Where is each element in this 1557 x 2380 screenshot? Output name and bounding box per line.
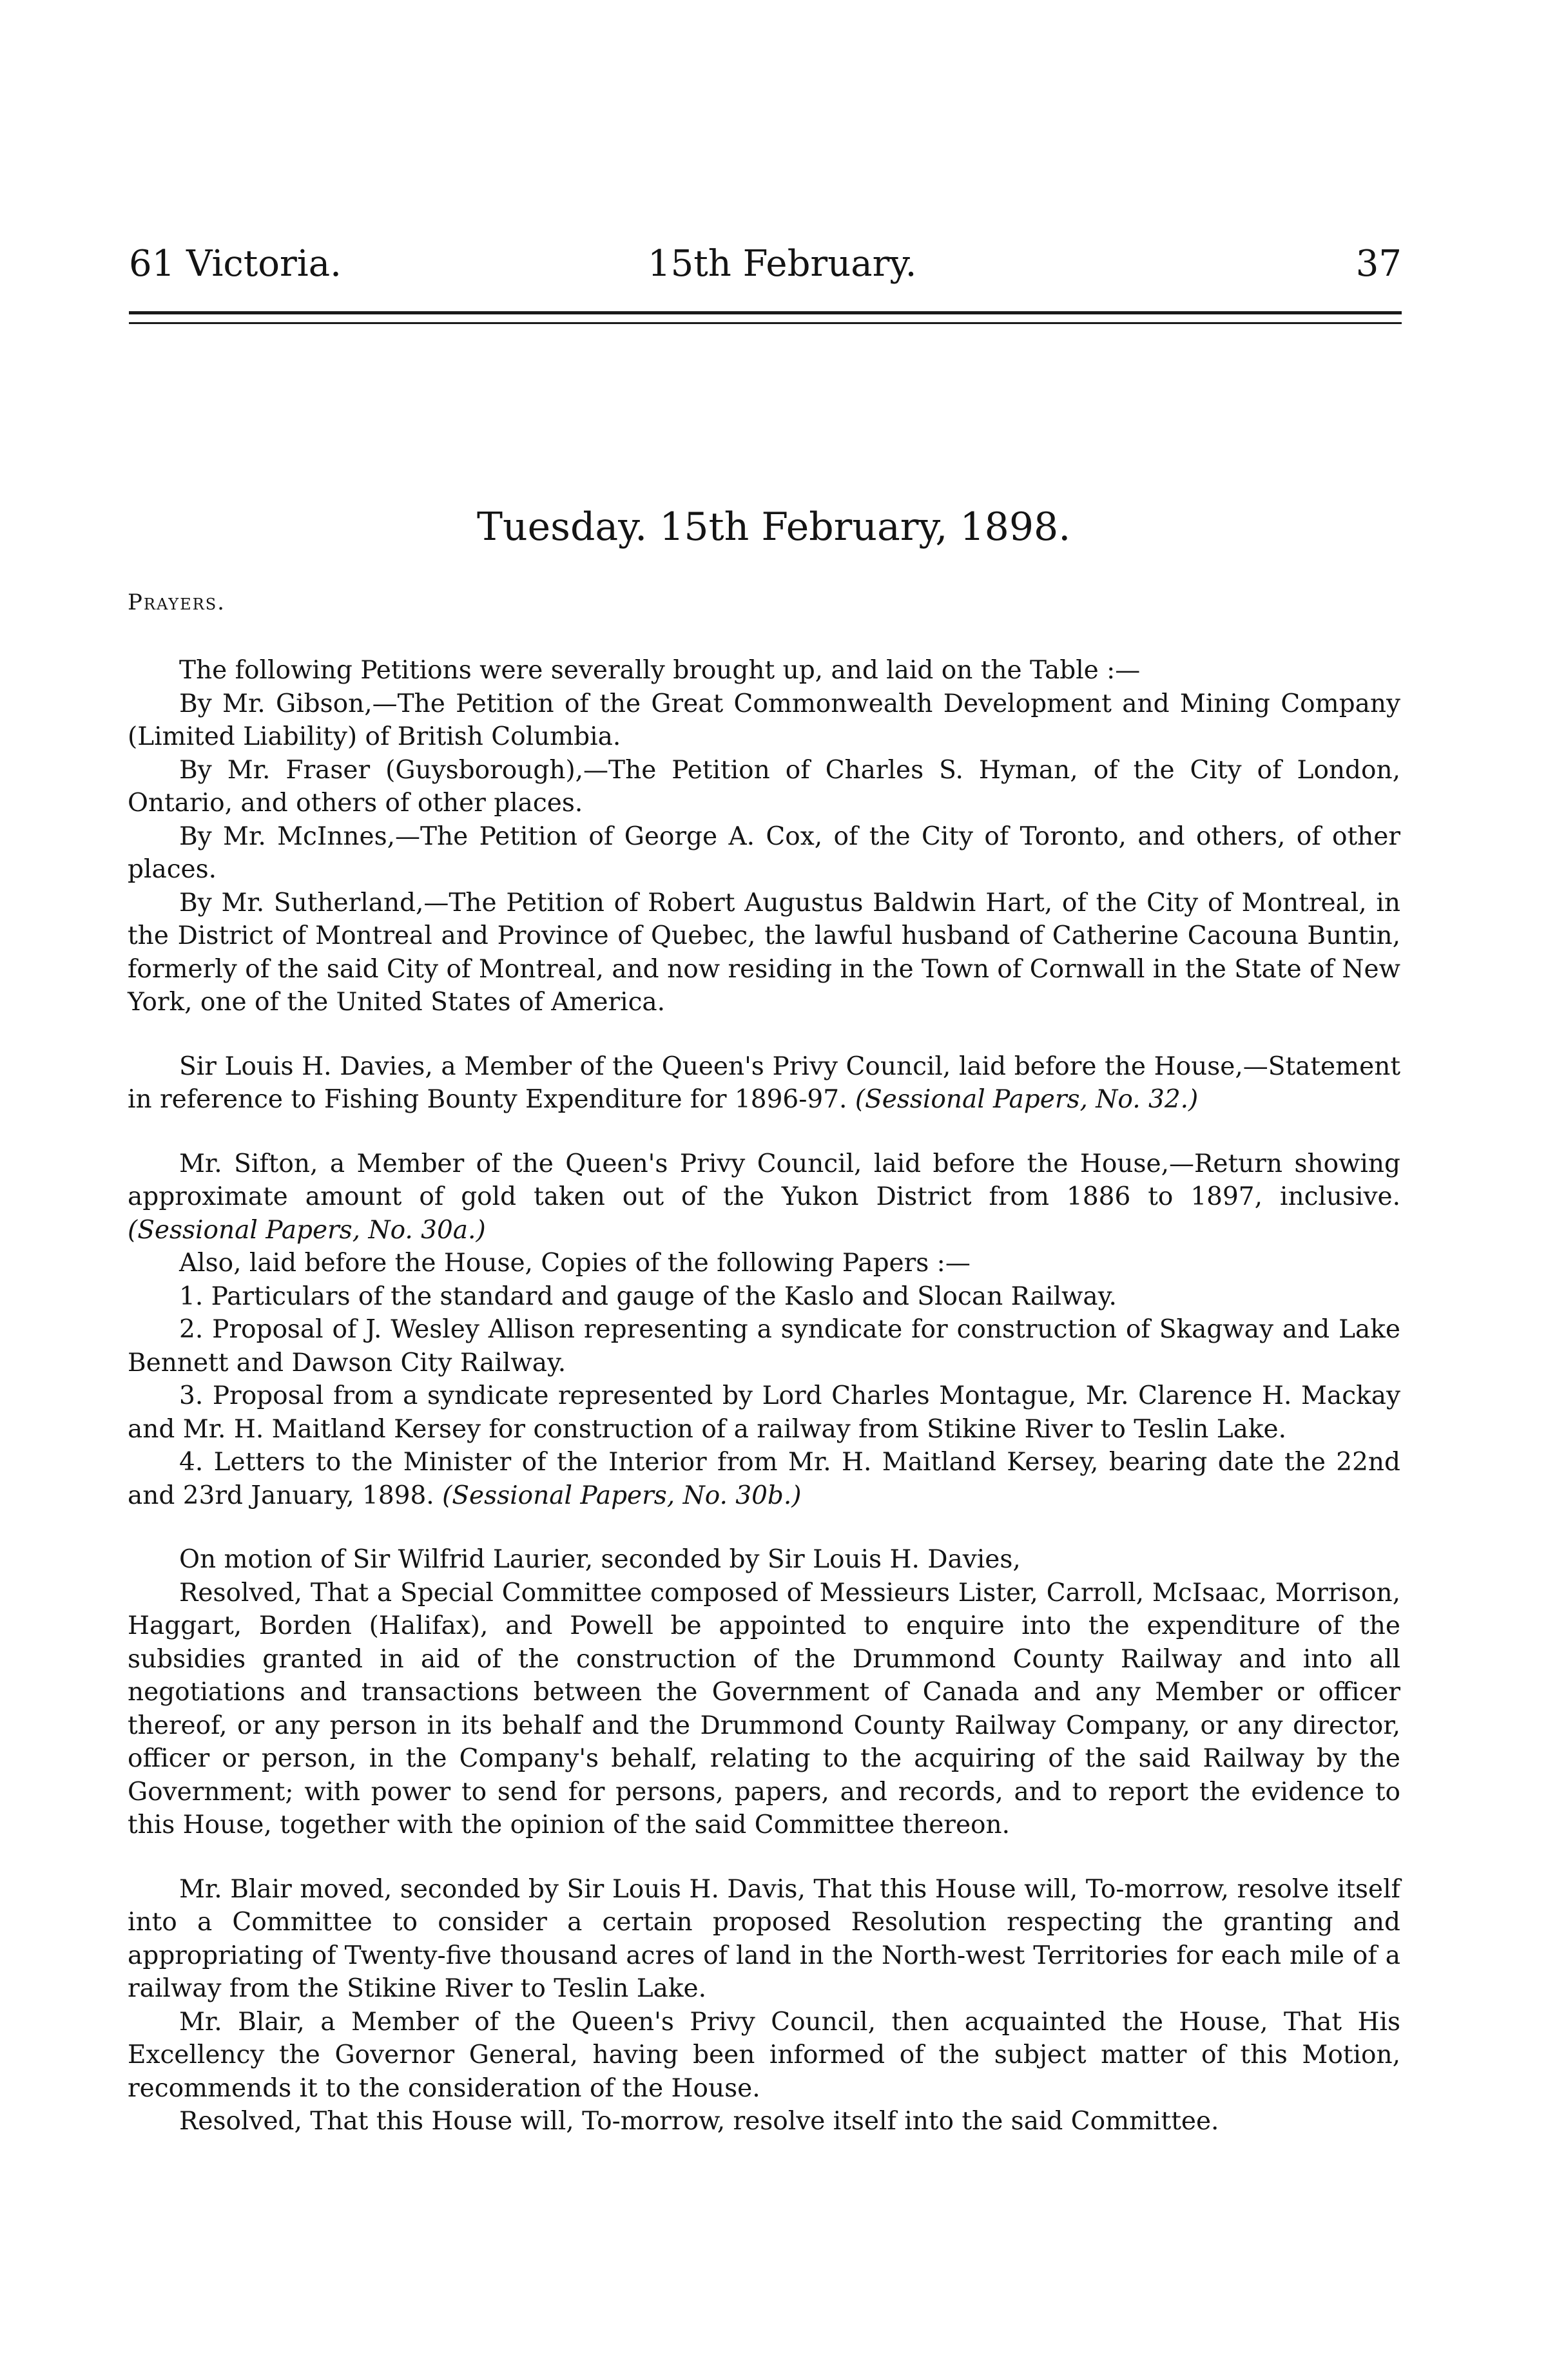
paragraph-petition-gibson: By Mr. Gibson,—The Petition of the Great Commonwealth Development and Mining Company (Limited Liability) of British Columbia. — [128, 689, 1400, 751]
paragraph-davies-statement — [128, 1050, 1400, 1117]
paragraph-paper-3: 3. Proposal from a syndicate represented by Lord Charles Montague, Mr. Clarence H. Mackay and Mr. H. Maitland Kersey for construction of a railway from Stikine River to Teslin Lake. — [128, 1381, 1400, 1444]
paragraph-blair-motion: Mr. Blair moved, seconded by Sir Louis H. Davis, That this House will, To-morrow, resolve itself into a Committee to consider a certain proposed Resolution respecting the granting and appropriating of Twenty-five thousand acres of land in the North-west Territories for each mile of a railway from the Stikine River to Teslin Lake. — [128, 1874, 1400, 2003]
paragraph-petition-mcinnes: By Mr. McInnes,—The Petition of George A. Cox, of the City of Toronto, and others, of other places. — [128, 821, 1400, 884]
running-head-session: 61 Victoria. — [129, 243, 342, 285]
paragraph-paper-1: 1. Particulars of the standard and gauge of the Kaslo and Slocan Railway. — [179, 1281, 1117, 1311]
header-rule-thin — [129, 322, 1402, 324]
paragraph-paper-4 — [128, 1446, 1400, 1512]
sessional-paper-ref: (Sessional Papers, No. 30b.) — [442, 1481, 802, 1510]
paragraph-special-committee: Resolved, That a Special Committee composed of Messieurs Lister, Carroll, McIsaac, Morrison, Haggart, Borden (Halifax), and Powell be appointed to enquire into the expenditure of the subsidies granted in aid of the construction of the Drummond County Railway and into all negotiations and transactions between the Government of Canada and any Member or officer thereof, or any person in its behalf and the Drummond County Railway Company, or any director, officer or person, in the Company's behalf, relating to the acquiring of the said Railway by the Government; with power to send for persons, papers, and records, and to report the evidence to this House, together with the opinion of the said Committee thereon. — [128, 1578, 1400, 1839]
paragraph-governor-general: Mr. Blair, a Member of the Queen's Privy Council, then acquainted the House, That His Excellency the Governor General, having been informed of the subject matter of this Motion, recommends it to the consideration of the House. — [128, 2007, 1400, 2103]
paper-4-text: 4. Letters to the Minister of the Interior from Mr. H. Maitland Kersey, bearing date the 22nd and 23rd January, 1898. — [128, 1448, 1400, 1510]
paragraph-also-laid: Also, laid before the House, Copies of the following Papers :— — [179, 1249, 971, 1278]
running-head-date: 15th February. — [648, 243, 917, 285]
journal-body — [128, 654, 1400, 2138]
paragraph-petition-sutherland: By Mr. Sutherland,—The Petition of Robert Augustus Baldwin Hart, of the City of Montreal, in the District of Montreal and Province of Quebec, the lawful husband of Catherine Cacouna Buntin, formerly of the said City of Montreal, and now residing in the Town of Cornwall in the State of New York, one of the United States of America. — [128, 888, 1400, 1017]
paragraph-laurier-motion: On motion of Sir Wilfrid Laurier, seconded by Sir Louis H. Davies, — [179, 1545, 1021, 1574]
prayers-heading: Prayers. — [128, 590, 226, 615]
running-head — [129, 232, 1402, 296]
davies-statement-text: Sir Louis H. Davies, a Member of the Queen's Privy Council, laid before the House,—Statement in reference to Fishing Bounty Expenditure for 1896-97. — [128, 1051, 1400, 1114]
date-heading: Tuesday. 15th February, 1898. — [477, 504, 1071, 550]
paragraph-petition-fraser: By Mr. Fraser (Guysborough),—The Petition of Charles S. Hyman, of the City of London, Ontario, and others of other places. — [128, 755, 1400, 818]
sifton-return-text: Mr. Sifton, a Member of the Queen's Privy Council, laid before the House,—Return showing approximate amount of gold taken out of the Yukon District from 1886 to 1897, inclusive. — [128, 1149, 1400, 1211]
header-rule-thick — [129, 311, 1402, 314]
sessional-paper-ref: (Sessional Papers, No. 30a.) — [128, 1215, 486, 1245]
paragraph-resolved: Resolved, That this House will, To-morrow, resolve itself into the said Committee. — [179, 2107, 1219, 2136]
sessional-paper-ref: (Sessional Papers, No. 32.) — [855, 1085, 1199, 1114]
page-number: 37 — [1355, 243, 1402, 285]
paragraph-sifton-return — [128, 1147, 1400, 1247]
paragraph-petitions-intro: The following Petitions were severally brought up, and laid on the Table :— — [179, 656, 1141, 685]
paragraph-paper-2: 2. Proposal of J. Wesley Allison representing a syndicate for construction of Skagway and Lake Bennett and Dawson City Railway. — [128, 1315, 1400, 1377]
